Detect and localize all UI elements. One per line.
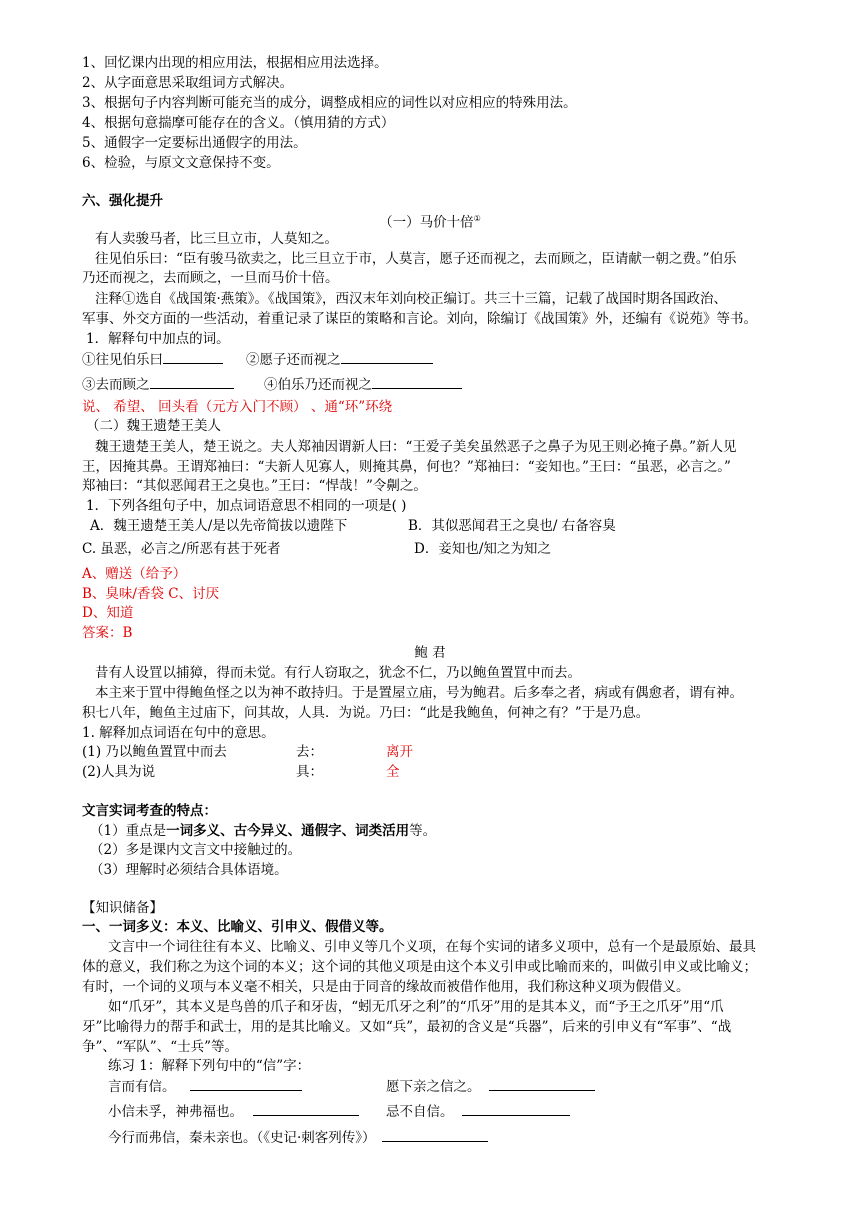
answer-blank[interactable] xyxy=(489,1077,595,1091)
passage-1-line-2: 往见伯乐曰：“臣有骏马欲卖之，比三旦立于市，人莫言，愿子还而视之，去而顾之，臣请献一朝之费。”伯乐 xyxy=(95,251,737,267)
knowledge-para-1-line-1: 文言中一个词往往有本义、比喻义、引申义等几个义项，在每个实词的诸多义项中，总有一个是最原始、最具 xyxy=(108,939,756,955)
item-3: ③去而顾之 xyxy=(82,375,234,394)
passage-1-line-3: 乃还而视之，去而顾之，一旦而马价十倍。 xyxy=(82,270,339,286)
passage-3-line-2: 本主来于罝中得鲍鱼怪之以为神不敢持归。于是置屋立庙，号为鲍君。后多奉之者，病或有偶愈者，谓有神。 xyxy=(95,685,743,701)
answer-blank[interactable] xyxy=(341,350,433,364)
answer-key-bc: B、臭味/香袋 C、讨厌 xyxy=(82,586,220,602)
answer-key-final: 答案：B xyxy=(82,625,133,641)
item-3-1-answer: 离开 xyxy=(386,744,413,760)
passage-3-line-1: 昔有人设罝以捕獐，得而未觉。有行人窃取之，犹念不仁，乃以鲍鱼置罝中而去。 xyxy=(95,665,581,681)
passage-1-title: （一）马价十倍① xyxy=(379,214,481,231)
item-3-2: (2)人具为说 xyxy=(82,764,156,780)
note-line-2: 军事、外交方面的一些活动，着重记录了谋臣的策略和言论。刘向，除编订《战国策》外，还编有《说苑》等书。 xyxy=(82,311,757,327)
exercise-title: 练习 1：解释下列句中的“信”字： xyxy=(108,1058,311,1074)
passage-2-line-2: 王，因掩其鼻。王谓郑袖曰：“夫新人见寡人，则掩其鼻，何也？”郑袖曰：“妾知也。”王曰：“虽恶，必言之。” xyxy=(82,459,731,475)
knowledge-para-2-line-2: 牙”比喻得力的帮手和武士，用的是其比喻义。又如“兵”，最初的含义是“兵器”，后来的引申义有“军事”、“战 xyxy=(82,1019,732,1035)
exercise-item-5: 今行而弗信，秦未亲也。（《史记·刺客列传》） xyxy=(108,1128,488,1147)
passage-2-line-3: 郑袖曰：“其似恶闻君王之臭也。”王曰：“悍哉！”令劓之。 xyxy=(82,478,427,494)
option-d: D．妾知也/知之为知之 xyxy=(414,541,551,557)
answer-blank[interactable] xyxy=(150,375,234,389)
footnote-mark: ① xyxy=(473,214,481,223)
exercise-item-2: 愿下亲之信之。 xyxy=(386,1077,595,1096)
passage-2-line-1: 魏王遗楚王美人，楚王说之。夫人郑袖因谓新人曰：“王爱子美矣虽然恶子之鼻子为见王则必掩子鼻。”新人见 xyxy=(95,439,737,455)
passage-3-line-3: 积七八年，鲍鱼主过庙下，问其故，人具．为说。乃曰：“此是我鲍鱼，何神之有？”于是乃息。 xyxy=(82,705,650,721)
item-4: ④伯乐乃还而视之 xyxy=(264,375,462,394)
question-3: 1. 解释加点词语在句中的意思。 xyxy=(82,725,275,741)
exercise-item-1: 言而有信。 xyxy=(108,1077,302,1096)
feature-2: （2）多是课内文言文中接触过的。 xyxy=(90,842,302,858)
item-3-2-key: 具： xyxy=(296,764,323,780)
knowledge-para-2-line-1: 如“爪牙”，其本义是鸟兽的爪子和牙齿，“蚓无爪牙之利”的“爪牙”用的是其本义，而“予王之爪牙”用“爪 xyxy=(108,999,724,1015)
question-1: 1．解释句中加点的词。 xyxy=(86,331,230,347)
item-1: ①往见伯乐曰 xyxy=(82,350,223,369)
method-6: 6、检验，与原文文意保持不变。 xyxy=(82,155,280,171)
answer-blank[interactable] xyxy=(190,1077,302,1091)
exercise-item-4: 忌不自信。 xyxy=(386,1102,570,1121)
method-5: 5、通假字一定要标出通假字的用法。 xyxy=(82,135,307,151)
passage-1-line-1: 有人卖骏马者，比三旦立市，人莫知之。 xyxy=(95,231,338,247)
answer-blank[interactable] xyxy=(382,1128,488,1142)
option-a: A．魏王遗楚王美人/是以先帝简拔以遗陛下 xyxy=(90,518,348,534)
option-b: B．其似恶闻君王之臭也/ 右备容臭 xyxy=(408,518,616,534)
features-title: 文言实词考查的特点： xyxy=(82,803,217,819)
knowledge-para-1-line-3: 有时，一个词的义项与本义毫不相关，只是由于同音的缘故而被借作他用，我们称这种义项为假借义。 xyxy=(82,979,690,995)
passage-3-title: 鲍 君 xyxy=(414,645,446,661)
item-3-1: (1) 乃以鲍鱼置罝中而去 xyxy=(82,744,227,760)
method-4: 4、根据句意揣摩可能存在的含义。（慎用猜的方式） xyxy=(82,115,395,131)
option-c: C. 虽恶，必言之/所恶有甚于死者 xyxy=(82,541,281,557)
knowledge-tag: 【知识储备】 xyxy=(82,900,163,916)
answer-blank[interactable] xyxy=(163,350,223,364)
answer-blank[interactable] xyxy=(372,375,462,389)
knowledge-para-1-line-2: 体的意义，我们称之为这个词的本义；这个词的其他义项是由这个本义引申或比喻而来的，叫做引申义或比喻义； xyxy=(82,959,757,975)
passage-2-title: （二）魏王遗楚王美人 xyxy=(86,418,221,434)
section-title: 六、强化提升 xyxy=(82,193,163,209)
method-2: 2、从字面意思采取组词方式解决。 xyxy=(82,75,294,91)
method-3: 3、根据句子内容判断可能充当的成分，调整成相应的词性以对应相应的特殊用法。 xyxy=(82,95,577,111)
question-2: 1．下列各组句子中，加点词语意思不相同的一项是( ) xyxy=(86,498,407,514)
item-2: ②愿子还而视之 xyxy=(246,350,433,369)
knowledge-para-2-line-3: 争”、“军队”、“士兵”等。 xyxy=(82,1039,239,1055)
answer-key-d: D、知道 xyxy=(82,605,134,621)
method-1: 1、回忆课内出现的相应用法，根据相应用法选择。 xyxy=(82,55,388,71)
feature-3: （3）理解时必须结合具体语境。 xyxy=(90,862,288,878)
knowledge-heading: 一、一词多义：本义、比喻义、引申义、假借义等。 xyxy=(82,919,393,935)
item-3-2-answer: 全 xyxy=(386,764,400,780)
answer-key-1: 说、 希望、 回头看（元方入门不顾） 、通“环”环绕 xyxy=(82,399,393,415)
answer-key-a: A、赠送（给予） xyxy=(82,566,187,582)
feature-1: （1）重点是一词多义、古今异义、通假字、词类活用等。 xyxy=(90,823,437,839)
note-line-1: 注释①选自《战国策·燕策》。《战国策》，西汉末年刘向校正编订。共三十三篇，记载了战国时期各国政治、 xyxy=(95,291,728,307)
answer-blank[interactable] xyxy=(462,1102,570,1116)
item-3-1-key: 去： xyxy=(296,744,323,760)
exercise-item-3: 小信未孚，神弗福也。 xyxy=(108,1102,359,1121)
answer-blank[interactable] xyxy=(253,1102,359,1116)
